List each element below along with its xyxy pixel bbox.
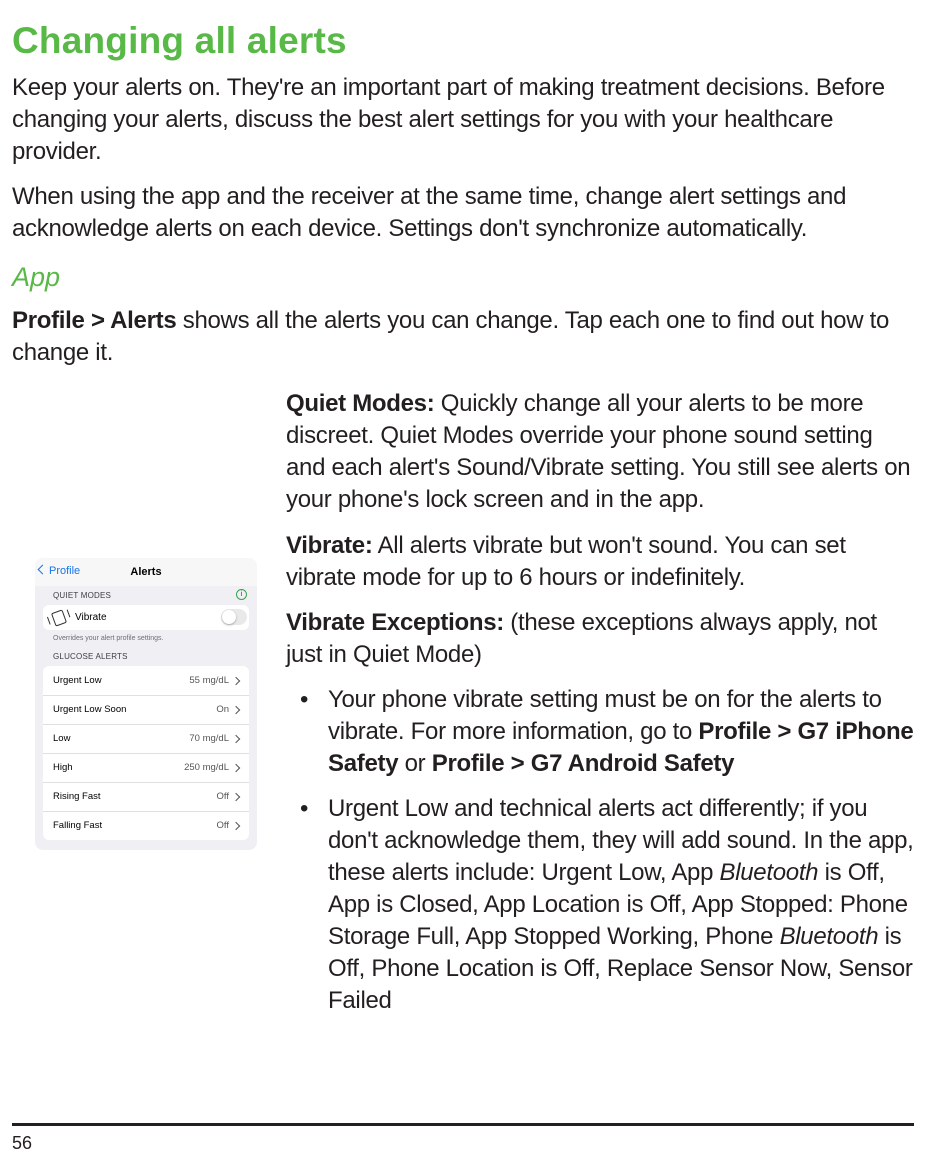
glucose-alerts-label: GLUCOSE ALERTS <box>53 652 128 661</box>
list-item[interactable] <box>43 782 249 812</box>
page-number: 56 <box>12 1133 33 1153</box>
bullet-dot: • <box>300 795 309 822</box>
exceptions-term: Vibrate Exceptions: <box>286 609 504 636</box>
bullet-run: is Off, Phone Location is Off, Replace Sensor Now, Sensor Failed <box>328 923 913 1014</box>
alert-value: Off <box>216 820 229 831</box>
section-heading-app: App <box>12 262 61 292</box>
back-label: Profile <box>49 565 81 577</box>
quiet-modes-label: QUIET MODES <box>53 591 112 600</box>
alert-label: High <box>53 762 73 773</box>
vibrate-paragraph <box>286 530 916 594</box>
profile-alerts-text: shows all the alerts you can change. Tap each one to find out how to change it. <box>12 307 890 366</box>
alert-label: Rising Fast <box>53 791 101 802</box>
exceptions-paragraph <box>286 607 916 671</box>
chevron-right-icon <box>232 793 240 801</box>
page-title: Changing all alerts <box>12 20 347 61</box>
vibrate-toggle[interactable] <box>221 609 247 625</box>
bullet-dot: • <box>300 686 309 713</box>
list-item[interactable] <box>43 666 249 696</box>
alert-value: 70 mg/dL <box>189 733 229 744</box>
bullet-bold-run: Profile > G7 Android Safety <box>431 750 735 777</box>
alerts-screen-screenshot <box>35 558 257 850</box>
list-item[interactable] <box>43 724 249 754</box>
alert-label: Urgent Low Soon <box>53 704 127 715</box>
list-item[interactable] <box>43 695 249 725</box>
quiet-modes-paragraph <box>286 388 916 516</box>
alert-label: Low <box>53 733 71 744</box>
alert-value: 55 mg/dL <box>189 675 229 686</box>
alert-label: Urgent Low <box>53 675 102 686</box>
nav-bar <box>35 558 257 586</box>
profile-alerts-paragraph <box>12 305 917 369</box>
info-icon[interactable]: i <box>236 589 247 600</box>
screen-title: Alerts <box>130 566 162 578</box>
toggle-knob <box>222 610 236 624</box>
list-item[interactable] <box>43 753 249 783</box>
alert-value: Off <box>216 791 229 802</box>
vibrate-label: Vibrate <box>75 612 107 623</box>
alert-value: 250 mg/dL <box>184 762 229 773</box>
chevron-right-icon <box>232 735 240 743</box>
bullet-text <box>328 684 916 780</box>
chevron-right-icon <box>232 677 240 685</box>
chevron-right-icon <box>232 706 240 714</box>
bullet-bold-run: Profile > G7 iPhone Safety <box>328 718 914 777</box>
chevron-right-icon <box>232 764 240 772</box>
vibrate-icon <box>51 609 67 626</box>
bullet-run: is Off, App is Closed, App Location is Off, App Stopped: Phone Storage Full, App Stopped Working, Phone <box>328 859 908 950</box>
exceptions-text: (these exceptions always apply, not just in Quiet Mode) <box>286 609 877 668</box>
list-item[interactable] <box>43 811 249 840</box>
bullet-italic-run: Bluetooth <box>719 859 819 886</box>
quiet-modes-text: Quickly change all your alerts to be more discreet. Quiet Modes override your phone sound setting and each alert's Sound/Vibrate setting. You still see alerts on your phone's lock screen and in the app. <box>286 390 911 513</box>
vibrate-row[interactable] <box>43 605 249 630</box>
alert-value: On <box>216 704 229 715</box>
overrides-note: Overrides your alert profile settings. <box>53 635 164 642</box>
vibrate-text: All alerts vibrate but won't sound. You can set vibrate mode for up to 6 hours or indefinitely. <box>286 532 846 591</box>
quiet-modes-term: Quiet Modes: <box>286 390 435 417</box>
intro-paragraph-2: When using the app and the receiver at the same time, change alert settings and acknowledge alerts on each device. Settings don't synchronize automatically. <box>12 183 847 242</box>
bullet-run: or <box>398 750 432 777</box>
footer-divider <box>12 1123 914 1126</box>
chevron-right-icon <box>232 822 240 830</box>
intro-paragraph-1: Keep your alerts on. They're an important part of making treatment decisions. Before changing your alerts, discuss the best alert settings for you with your healthcare provider. <box>12 74 885 165</box>
bullet-text <box>328 793 916 1017</box>
glucose-alerts-list <box>43 666 249 840</box>
bullet-run: Urgent Low and technical alerts act differently; if you don't acknowledge them, they will add sound. In the app, these alerts include: Urgent Low, App <box>328 795 914 886</box>
vibrate-term: Vibrate: <box>286 532 373 559</box>
bullet-italic-run: Bluetooth <box>779 923 879 950</box>
alert-label: Falling Fast <box>53 820 103 831</box>
profile-alerts-path: Profile > Alerts <box>12 307 177 334</box>
bullet-run: Your phone vibrate setting must be on for the alerts to vibrate. For more information, go to <box>328 686 882 745</box>
